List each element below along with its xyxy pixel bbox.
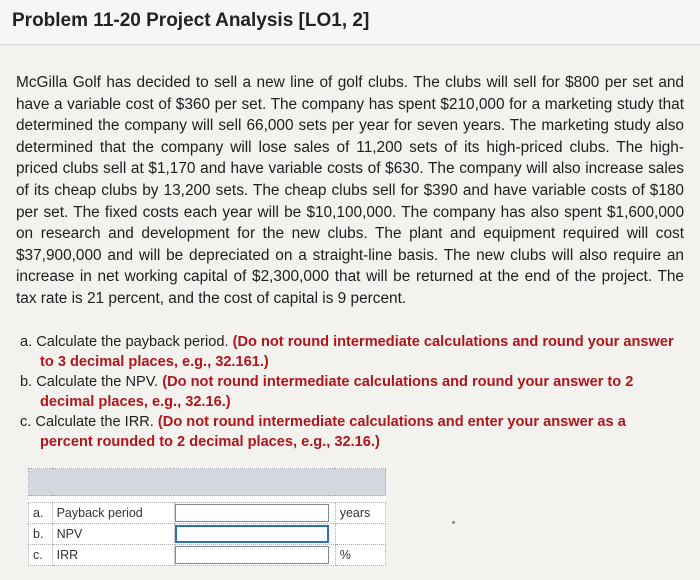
row-letter: b.	[29, 524, 53, 545]
question-list	[20, 333, 680, 453]
question-hint: (Do not round intermediate calculations and round your answer to 3 decimal places, e.g., 32.161.)	[40, 334, 674, 370]
row-label: IRR	[52, 545, 174, 566]
title-bar	[0, 0, 700, 45]
answer-row-npv	[29, 524, 386, 545]
row-unit: years	[335, 503, 385, 524]
stray-dot	[452, 521, 455, 524]
npv-input[interactable]	[175, 525, 329, 543]
question-hint: (Do not round intermediate calculations and enter your answer as a percent rounded to 2 decimal places, e.g., 32.16.)	[40, 414, 626, 450]
question-text: Calculate the NPV.	[36, 374, 159, 390]
row-letter: a.	[29, 503, 53, 524]
question-hint: (Do not round intermediate calculations and round your answer to 2 decimal places, e.g., 32.16.)	[40, 374, 634, 410]
question-letter: a.	[20, 334, 33, 350]
answer-table	[28, 468, 386, 566]
answer-row-irr	[29, 545, 386, 566]
row-unit: %	[335, 545, 385, 566]
row-label: Payback period	[52, 503, 174, 524]
question-letter: b.	[20, 374, 33, 390]
problem-statement: McGilla Golf has decided to sell a new line of golf clubs. The clubs will sell for $800 per set and have a variable cost of $360 per set. The company has spent $210,000 for a marketing study that determined the company will sell 66,000 sets per year for seven years. The marketing study also determined that the company will lose sales of 11,200 sets of its high-priced clubs. The high-priced clubs sell at $1,170 and have variable costs of $630. The company will also increase sales of its cheap clubs by 13,200 sets. The cheap clubs sell for $390 and have variable costs of $180 per set. The fixed costs each year will be $10,100,000. The company has also spent $1,600,000 on research and development for the new clubs. The plant and equipment required will cost $37,900,000 and will be depreciated on a straight-line basis. The new clubs will also require an increase in net working capital of $2,300,000 that will be returned at the end of the project. The tax rate is 21 percent, and the cost of capital is 9 percent.	[16, 74, 684, 307]
irr-input[interactable]	[175, 546, 329, 564]
question-text: Calculate the IRR.	[35, 414, 154, 430]
question-text: Calculate the payback period.	[36, 334, 229, 350]
row-unit	[335, 524, 385, 545]
page-title: Problem 11-20 Project Analysis [LO1, 2]	[12, 10, 370, 31]
question-c	[20, 413, 680, 452]
payback-period-input[interactable]	[175, 504, 329, 522]
row-letter: c.	[29, 545, 53, 566]
answer-row-payback	[29, 503, 386, 524]
answer-table-header-cell	[29, 469, 386, 496]
row-label: NPV	[52, 524, 174, 545]
question-letter: c.	[20, 414, 32, 430]
question-a	[20, 333, 680, 372]
answer-table-header	[29, 469, 386, 496]
question-b	[20, 373, 680, 412]
